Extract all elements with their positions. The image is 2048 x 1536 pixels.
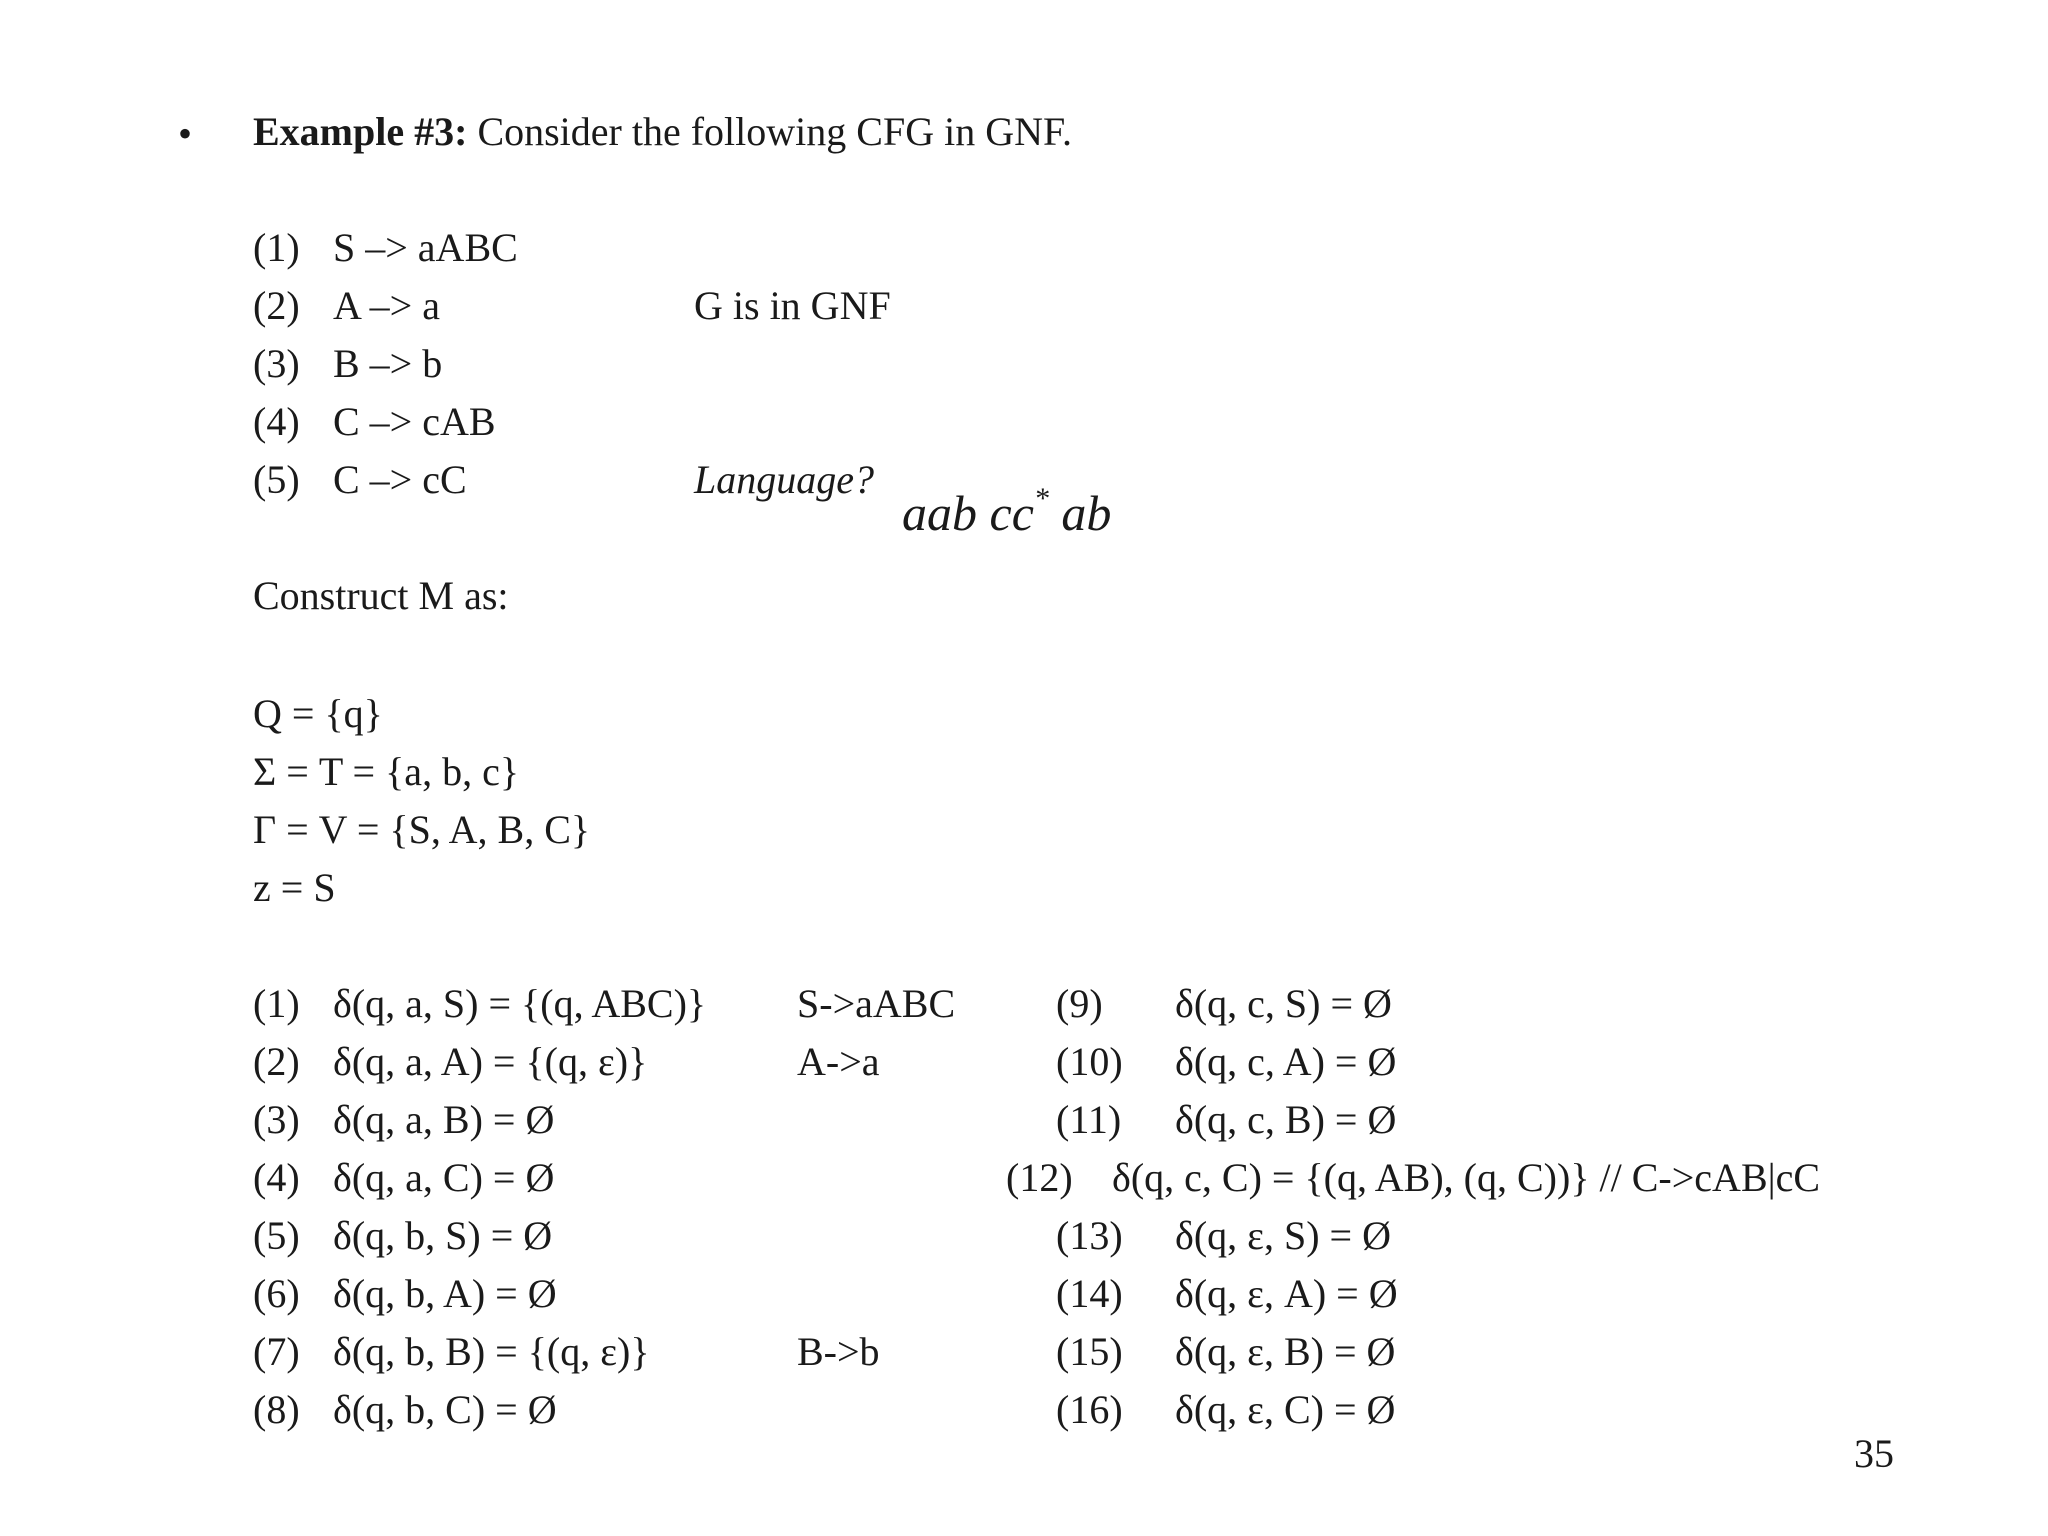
- transition-delta: δ(q, a, S) = {(q, ABC)}: [333, 981, 707, 1026]
- definition-line: Σ = T = {a, b, c}: [253, 749, 520, 794]
- definition-line: Γ = V = {S, A, B, C}: [253, 807, 591, 852]
- transition-delta: δ(q, a, B) = Ø: [333, 1097, 555, 1142]
- transition-delta: δ(q, a, C) = Ø: [333, 1155, 555, 1200]
- transition-num: (8): [253, 1387, 300, 1432]
- transition-num: (15): [1056, 1329, 1123, 1374]
- grammar-num: (2): [253, 283, 300, 328]
- transition-num: (12): [1006, 1155, 1073, 1200]
- language-answer-tail: ab: [1048, 485, 1112, 541]
- transition-delta: δ(q, c, B) = Ø: [1175, 1097, 1397, 1142]
- transition-delta: δ(q, b, B) = {(q, ε)}: [333, 1329, 650, 1374]
- grammar-num: (5): [253, 457, 300, 502]
- transition-num: (9): [1056, 981, 1103, 1026]
- grammar-rule: S –> aABC: [333, 225, 518, 270]
- transition-num: (3): [253, 1097, 300, 1142]
- title-rest: Consider the following CFG in GNF.: [467, 109, 1073, 154]
- construct-label: Construct M as:: [253, 573, 509, 618]
- transition-num: (4): [253, 1155, 300, 1200]
- transition-num: (6): [253, 1271, 300, 1316]
- grammar-rule: C –> cC: [333, 457, 467, 502]
- transition-delta: δ(q, c, C) = {(q, AB), (q, C))} // C->cAB|cC: [1112, 1155, 1821, 1200]
- transition-num: (13): [1056, 1213, 1123, 1258]
- grammar-num: (3): [253, 341, 300, 386]
- bullet: •: [178, 111, 193, 156]
- transition-delta: δ(q, c, A) = Ø: [1175, 1039, 1397, 1084]
- grammar-num: (4): [253, 399, 300, 444]
- language-question: Language?: [694, 457, 874, 502]
- transition-delta: δ(q, b, C) = Ø: [333, 1387, 557, 1432]
- definition-line: Q = {q}: [253, 691, 383, 736]
- title-bold: Example #3:: [253, 109, 468, 154]
- transition-delta: δ(q, b, A) = Ø: [333, 1271, 557, 1316]
- transition-delta: δ(q, ε, S) = Ø: [1175, 1213, 1391, 1258]
- grammar-rule: A –> a: [333, 283, 440, 328]
- transition-production: S->aABC: [797, 981, 956, 1026]
- transition-delta: δ(q, ε, C) = Ø: [1175, 1387, 1396, 1432]
- transition-num: (2): [253, 1039, 300, 1084]
- transition-delta: δ(q, a, A) = {(q, ε)}: [333, 1039, 648, 1084]
- page-number: 35: [1854, 1431, 1894, 1476]
- transition-production: A->a: [797, 1039, 880, 1084]
- transition-production: B->b: [797, 1329, 880, 1374]
- transition-num: (5): [253, 1213, 300, 1258]
- transition-delta: δ(q, ε, B) = Ø: [1175, 1329, 1396, 1374]
- grammar-rule: C –> cAB: [333, 399, 496, 444]
- transition-delta: δ(q, ε, A) = Ø: [1175, 1271, 1398, 1316]
- definition-line: z = S: [253, 865, 336, 910]
- transition-num: (7): [253, 1329, 300, 1374]
- transition-num: (1): [253, 981, 300, 1026]
- gnf-note: G is in GNF: [694, 283, 891, 328]
- transition-num: (11): [1056, 1097, 1122, 1142]
- transition-num: (16): [1056, 1387, 1123, 1432]
- transition-num: (10): [1056, 1039, 1123, 1084]
- language-answer-base: aab cc: [902, 485, 1034, 541]
- grammar-rule: B –> b: [333, 341, 443, 386]
- language-answer: [902, 482, 1112, 541]
- transition-delta: δ(q, b, S) = Ø: [333, 1213, 553, 1258]
- transition-num: (14): [1056, 1271, 1123, 1316]
- grammar-num: (1): [253, 225, 300, 270]
- slide-title: [253, 109, 1073, 154]
- language-answer-star: *: [1033, 482, 1049, 515]
- transition-delta: δ(q, c, S) = Ø: [1175, 981, 1392, 1026]
